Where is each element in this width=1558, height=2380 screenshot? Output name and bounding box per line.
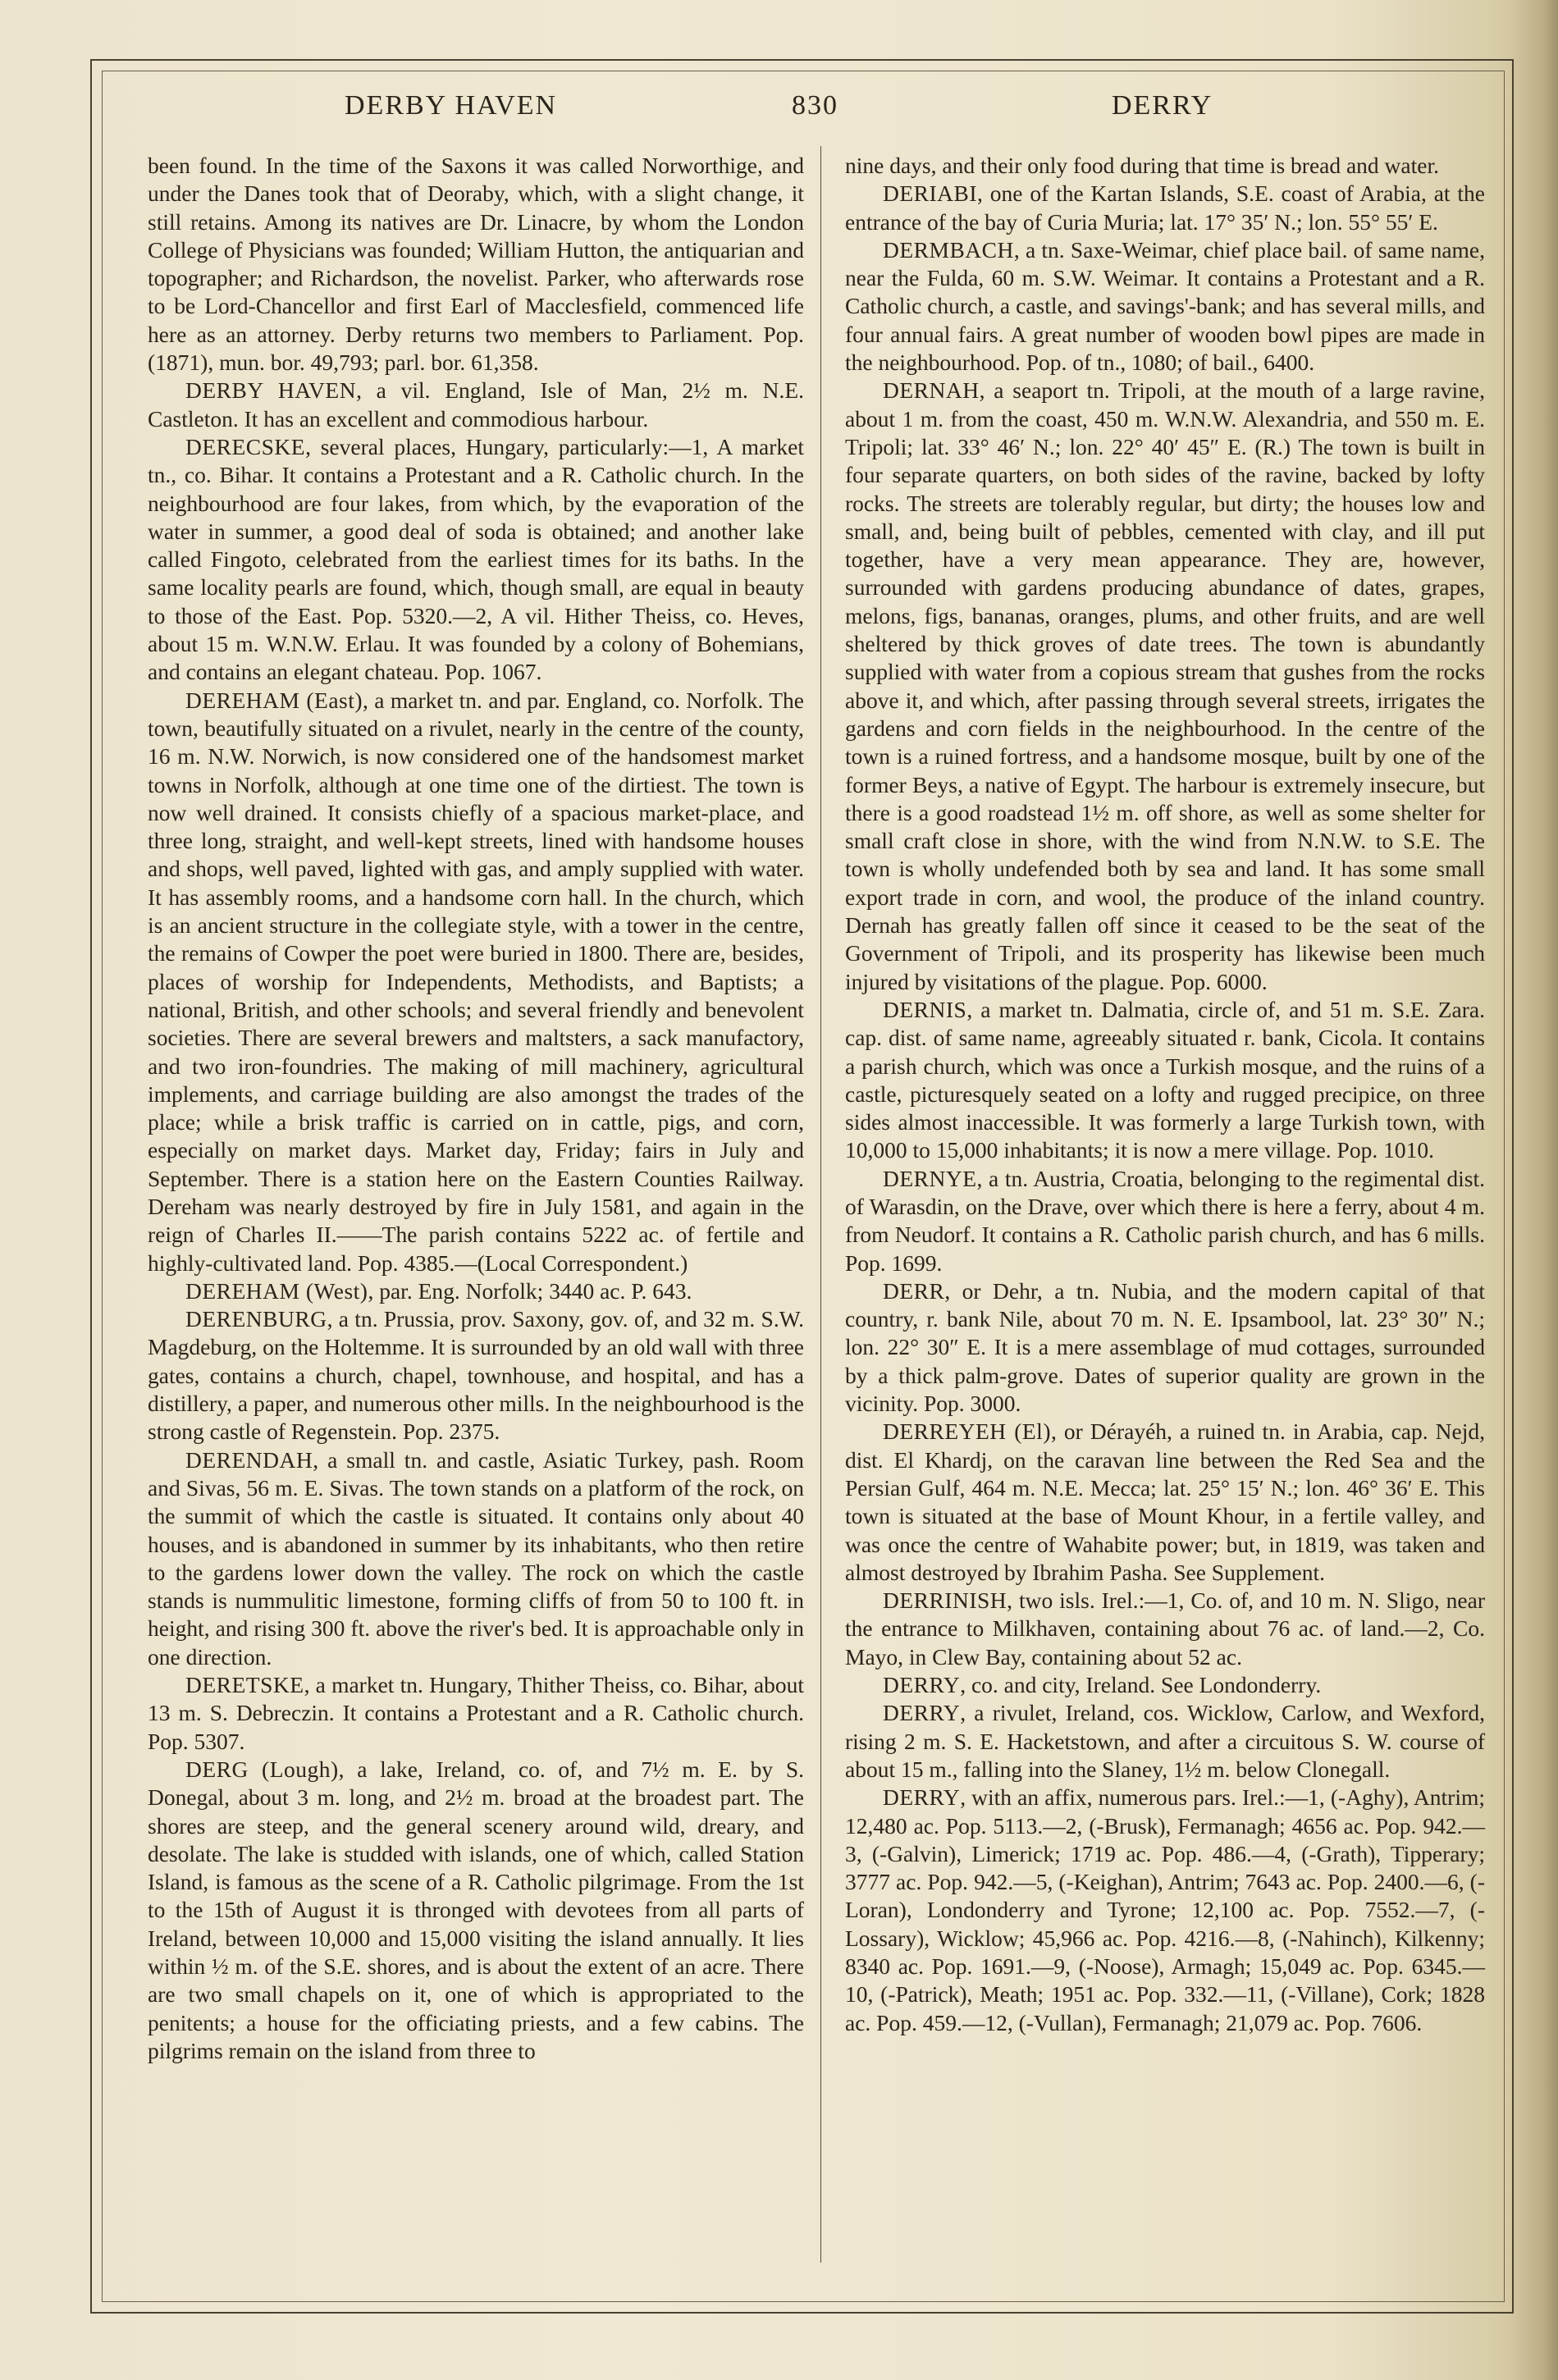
- entry-derecske: [148, 433, 804, 687]
- right-column: [845, 152, 1485, 2037]
- entry-headword: DERBY HAVEN: [185, 377, 357, 404]
- entry-text: , or Dehr, a tn. Nubia, and the modern capital of that country, r. bank Nile, about 70 m. N. E. Ipsambool, lat. 23° 30″ N.; lon. 22° 30″ E. It is a mere assemblage of mud cottages, surrounded by a thick palm-grove. Dates of superior quality are grown in the vicinity. Pop. 3000.: [845, 1277, 1485, 1417]
- entry-derby-haven: [148, 377, 804, 433]
- entry-derg: [148, 1756, 804, 2065]
- entry-derr: [845, 1277, 1485, 1418]
- entry-text: , a tn. Austria, Croatia, belonging to the regimental dist. of Warasdin, on the Drave, over which there is here a ferry, about 4 m. from Neudorf. It contains a R. Catholic parish church, and has 6 mills. Pop. 1699.: [845, 1165, 1485, 1276]
- entry-derry-city: [845, 1671, 1485, 1699]
- entry-dereham-west: [148, 1277, 804, 1305]
- entry-headword: DERENDAH: [185, 1446, 313, 1473]
- column-divider: [820, 146, 821, 2263]
- entry-derendah: [148, 1446, 804, 1671]
- entry-headword: DEREHAM (East): [185, 687, 363, 713]
- entry-headword: DERRY: [883, 1700, 961, 1726]
- entry-text: , several places, Hungary, particularly:—1, A market tn., co. Bihar. It contains a Protestant and a R. Catholic church. In the neighbourhood are four lakes, from which, by the evaporation of the water in summer, a good deal of soda is obtained; and another lake called Fingoto, celebrated from the earliest times for its baths. In the same locality pearls are found, which, though small, are equal in beauty to those of the East. Pop. 5320.—2, A vil. Hither Theiss, co. Heves, about 15 m. W.N.W. Erlau. It was founded by a colony of Bohemians, and contains an elegant chateau. Pop. 1067.: [148, 433, 804, 685]
- entry-text: , a small tn. and castle, Asiatic Turkey, pash. Room and Sivas, 56 m. E. Sivas. The town stands on a platform of the rock, on the summit of which the castle is situated. It contains only about 40 houses, and is abandoned in summer by its inhabitants, who then retire to the gardens lower down the valley. The rock on which the castle stands is nummulitic limestone, forming cliffs of from 50 to 100 ft. in height, and rising 300 ft. above the river's bed. It is approachable only in one direction.: [148, 1446, 804, 1670]
- entry-headword: DERNIS: [883, 996, 967, 1022]
- entry-text: , one of the Kartan Islands, S.E. coast of Arabia, at the entrance of the bay of Curia Muria; lat. 17° 35′ N.; lon. 55° 55′ E.: [845, 180, 1485, 235]
- entry-headword: DERETSKE: [185, 1672, 304, 1698]
- entry-dernye: [845, 1165, 1485, 1277]
- entry-headword: DERENBURG: [185, 1306, 327, 1332]
- entry-text: , a market tn. and par. England, co. Norfolk. The town, beautifully situated on a rivulet, nearly in the centre of the county, 16 m. N.W. Norwich, is now considered one of the handsomest market towns in Norfolk, although at one time one of the dirtiest. The town is now well drained. It consists chiefly of a spacious market-place, and three long, straight, and well-kept streets, lined with handsome houses and shops, well paved, lighted with gas, and amply supplied with water. It has assembly rooms, and a handsome corn hall. In the church, which is an ancient structure in the collegiate style, with a tower in the centre, the remains of Cowper the poet were buried in 1800. There are, besides, places of worship for Independents, Methodists, and Baptists; a national, British, and other schools; and several friendly and benevolent societies. There are several brewers and maltsters, a sack manufactory, and two iron-foundries. The making of mill machinery, agricultural implements, and carriage building are also amongst the trades of the place; while a brisk traffic is carried on in cattle, pigs, and corn, especially on market days. Market day, Friday; fairs in July and September. There is a station here on the Eastern Counties Railway. Dereham was nearly destroyed by fire in July 1581, and again in the reign of Charles II.——The parish contains 5222 ac. of fertile and highly-cultivated land. Pop. 4385.—(Local Correspondent.): [148, 687, 804, 1276]
- entry-derry-rivulet: [845, 1699, 1485, 1784]
- entry-text: , a rivulet, Ireland, cos. Wicklow, Carlow, and Wexford, rising 2 m. S. E. Hacketstown, and after a circuitous S. W. course of about 15 m., falling into the Slaney, 1½ m. below Clonegall.: [845, 1700, 1485, 1782]
- entry-derreyeh: [845, 1418, 1485, 1587]
- page-number: 830: [792, 90, 838, 121]
- entry-text: , co. and city, Ireland. See Londonderry.: [960, 1672, 1322, 1698]
- entry-derby-continued: been found. In the time of the Saxons it was called Norworthige, and under the Danes took that of Deoraby, which, with a slight change, it still retains. Among its natives are Dr. Linacre, by whom the London College of Physicians was founded; William Hutton, the antiquarian and topographer; and Richardson, the novelist. Parker, who afterwards rose to be Lord-Chancellor and first Earl of Macclesfield, commenced life here as an attorney. Derby returns two members to Parliament. Pop. (1871), mun. bor. 49,793; parl. bor. 61,358.: [148, 153, 804, 376]
- entry-headword: DERIABI: [883, 180, 978, 207]
- entry-deretske: [148, 1671, 804, 1756]
- entry-text: , par. Eng. Norfolk; 3440 ac. P. 643.: [368, 1277, 692, 1304]
- entry-headword: DERRY: [883, 1784, 961, 1811]
- entry-deriabi: [845, 180, 1485, 236]
- entry-headword: DERNAH: [883, 377, 980, 404]
- entry-derg-continued: nine days, and their only food during that time is bread and water.: [845, 153, 1439, 178]
- entry-headword: DERR: [883, 1277, 945, 1304]
- entry-dernah: [845, 377, 1485, 996]
- entry-text: , a market tn. Dalmatia, circle of, and 51 m. S.E. Zara. cap. dist. of same name, agreeably situated r. bank, Cicola. It contains a parish church, which was once a Turkish mosque, and the ruins of a castle, picturesquely seated on a lofty and rugged precipice, on three sides almost inaccessible. It was formerly a large Turkish town, with 10,000 to 15,000 inhabitants; it is now a mere village. Pop. 1010.: [845, 996, 1485, 1163]
- entry-dermbach: [845, 236, 1485, 377]
- entry-derrinish: [845, 1587, 1485, 1671]
- entry-text: , a tn. Prussia, prov. Saxony, gov. of, and 32 m. S.W. Magdeburg, on the Holtemme. It is surrounded by an old wall with three gates, contains a church, chapel, townhouse, and hospital, and has a distillery, a paper, and numerous other mills. In the neighbourhood is the strong castle of Regenstein. Pop. 2375.: [148, 1306, 804, 1445]
- entry-text: , a vil. England, Isle of Man, 2½ m. N.E. Castleton. It has an excellent and commodious harbour.: [148, 377, 804, 432]
- entry-headword: DERNYE: [883, 1165, 977, 1191]
- entry-text: , a seaport tn. Tripoli, at the mouth of a large ravine, about 1 m. from the coast, 450 m. W.N.W. Alexandria, and 550 m. E. Tripoli; lat. 33° 46′ N.; lon. 22° 40′ 45″ E. (R.) The town is built in four separate quarters, on both sides of the ravine, backed by lofty rocks. The streets are tolerably regular, but dirty; the houses low and small, and, being built of pebbles, cemented with clay, and ill put together, have a very mean appearance. They are, however, surrounded with gardens producing abundance of dates, grapes, melons, figs, bananas, oranges, plums, and other fruits, and are well sheltered by thick groves of date trees. The town is abundantly supplied with water from a copious stream that gushes from the rocks above it, and which, after passing through several streets, irrigates the gardens and corn fields in the neighbourhood. In the centre of the town is a ruined fortress, and a handsome mosque, built by one of the former Beys, a native of Egypt. The harbour is extremely insecure, but there is a good roadstead 1½ m. off shore, as well as some shelter for small craft close in shore, with the wind from N.N.W. to S.E. The town is wholly undefended both by sea and land. It has some small export trade in corn, and wool, the produce of the inland country. Dernah has greatly fallen off since it ceased to be the seat of the Government of Tripoli, and its prosperity has likewise been much injured by visitations of the plague. Pop. 6000.: [845, 377, 1485, 994]
- binding-shadow: [1509, 0, 1558, 2380]
- header-left-guideword: DERBY HAVEN: [345, 90, 558, 121]
- entry-headword: DERMBACH: [883, 236, 1014, 263]
- left-column: [148, 152, 804, 2065]
- entry-text: , a lake, Ireland, co. of, and 7½ m. E. by S. Donegal, about 3 m. long, and 2½ m. broad at the broadest part. The shores are steep, and the general scenery around wild, dreary, and desolate. The lake is studded with islands, one of which, called Station Island, is famous as the scene of a R. Catholic pilgrimage. From the 1st to the 15th of August it is thronged with devotees from all parts of Ireland, between 10,000 and 15,000 visiting the island annually. It lies within ½ m. of the S.E. shores, and is about the extent of an acre. There are two small chapels on it, one of which is appropriated to the penitents; a house for the officiating priests, and a few cabins. The pilgrims remain on the island from three to: [148, 1756, 804, 2063]
- entry-headword: DERREYEH (El): [883, 1418, 1051, 1445]
- entry-text: , a market tn. Hungary, Thither Theiss, co. Bihar, about 13 m. S. Debreczin. It contains a Protestant and a R. Catholic church. Pop. 5307.: [148, 1672, 804, 1754]
- entry-headword: DEREHAM (West): [185, 1277, 368, 1304]
- entry-dereham-east: [148, 687, 804, 1277]
- running-header: [144, 90, 1473, 131]
- entry-text: , or Dérayéh, a ruined tn. in Arabia, cap. Nejd, dist. El Khardj, on the caravan line between the Red Sea and the Persian Gulf, 464 m. N.E. Mecca; lat. 25° 15′ N.; lon. 46° 36′ E. This town is situated at the base of Mount Khour, in a fertile valley, and was once the centre of Wahabite power; but, in 1819, was taken and almost destroyed by Ibrahim Pasha. See Supplement.: [845, 1418, 1485, 1585]
- entry-derry-parishes: [845, 1784, 1485, 2037]
- entry-headword: DERRINISH: [883, 1587, 1007, 1614]
- entry-text: , with an affix, numerous pars. Irel.:—1, (-Aghy), Antrim; 12,480 ac. Pop. 5113.—2, (-Brusk), Fermanagh; 4656 ac. Pop. 942.—3, (-Galvin), Limerick; 1719 ac. Pop. 486.—4, (-Grath), Tipperary; 3777 ac. Pop. 942.—5, (-Keighan), Antrim; 7643 ac. Pop. 2400.—6, (-Loran), Londonderry and Tyrone; 12,100 ac. Pop. 7552.—7, (-Lossary), Wicklow; 45,966 ac. Pop. 4216.—8, (-Nahinch), Kilkenny; 8340 ac. Pop. 1691.—9, (-Noose), Armagh; 15,049 ac. Pop. 6345.—10, (-Patrick), Meath; 1951 ac. Pop. 332.—11, (-Villane), Cork; 1828 ac. Pop. 459.—12, (-Vullan), Fermanagh; 21,079 ac. Pop. 7606.: [845, 1784, 1485, 2035]
- entry-text: , two isls. Irel.:—1, Co. of, and 10 m. N. Sligo, near the entrance to Milkhaven, containing about 76 ac. of land.—2, Co. Mayo, in Clew Bay, containing about 52 ac.: [845, 1587, 1485, 1670]
- entry-derenburg: [148, 1305, 804, 1446]
- entry-headword: DERRY: [883, 1672, 961, 1698]
- entry-text: , a tn. Saxe-Weimar, chief place bail. of same name, near the Fulda, 60 m. S.W. Weimar. It contains a Protestant and a R. Catholic church, a castle, and savings'-bank; and has several mills, and four annual fairs. A great number of wooden bowl pipes are made in the neighbourhood. Pop. of tn., 1080; of bail., 6400.: [845, 236, 1485, 376]
- entry-headword: DERECSKE: [185, 433, 306, 459]
- entry-dernis: [845, 996, 1485, 1165]
- header-right-guideword: DERRY: [1112, 90, 1213, 121]
- entry-headword: DERG (Lough): [185, 1756, 339, 1782]
